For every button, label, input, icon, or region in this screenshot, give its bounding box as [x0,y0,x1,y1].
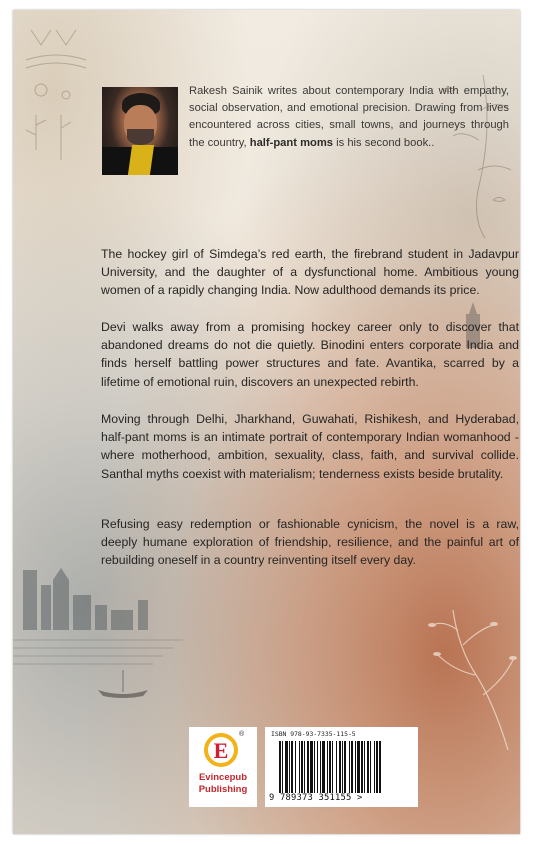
barcode-stripe [361,741,363,793]
barcode-stripe [349,741,350,793]
barcode-stripe [379,741,381,793]
publisher-logo-ring [204,733,238,767]
author-photo-collar [128,145,154,175]
barcode-stripe [285,741,288,793]
tribal-pattern-decoration [21,20,91,170]
publisher-name-line1: Evincepub [198,772,248,783]
isbn-label: ISBN 978-93-7335-115-5 [271,730,356,738]
barcode-stripe [367,741,369,793]
barcode-stripe [370,741,371,793]
barcode-stripe [301,741,303,793]
author-bio [189,83,509,152]
isbn-barcode [265,727,418,807]
barcode-stripe [299,741,300,793]
blurb-paragraph-4: Refusing easy redemption or fashionable cynicism, the novel is a raw, deeply humane exploration of friendship, resilience, and the painful art of rebuilding oneself in a country reinventing itself every day. [101,517,519,568]
publisher-logo-letter: E [213,738,229,763]
barcode-stripe [327,741,328,793]
barcode-stripe [282,741,283,793]
barcode-stripe [310,741,313,793]
barcode-stripe [336,741,337,793]
barcode-stripe [307,741,309,793]
blurb-paragraph-2: Devi walks away from a promising hockey career only to discover that abandoned dreams do not die quietly. Binodini enters corporate India and finds herself battling power structures and fate. Avantika, scarred by a lifetime of emotional ruin, discovers an unexpected rebirth. [101,320,519,389]
barcode-stripe [376,741,378,793]
barcode-stripe [355,741,356,793]
publisher-name-line2: Publishing [198,784,248,795]
registered-mark: ® [239,731,245,738]
author-bio-text: Rakesh Sainik writes about contemporary India with empathy, social observation, and emotional precision. Drawing from lives encountered across cities, small towns, and journeys through the country, [189,85,509,149]
barcode-stripe [291,741,293,793]
barcode-stripe [314,741,315,793]
barcode-stripe [342,741,343,793]
barcode-stripe [320,741,321,793]
barcode-stripe [322,741,325,793]
barcode-stripe [364,741,365,793]
barcode-bars [279,741,414,793]
barcode-stripe [329,741,331,793]
barcode-stripe [317,741,318,793]
barcode-digits: 9 789373 351155 > [269,793,363,803]
author-bio-book-title: half-pant moms [249,136,334,149]
barcode-stripe [374,741,375,793]
author-photo [102,87,178,175]
publisher-logo [189,727,257,807]
blurb-paragraph-1: The hockey girl of Simdega’s red earth, the firebrand student in Jadavpur University, and the daughter of a dysfunctional home. Ambitious young women of a rapidly changing India. Now adulthood demands its price. [101,247,519,298]
barcode-stripe [289,741,290,793]
barcode-stripe [357,741,360,793]
barcode-stripe [304,741,305,793]
barcode-stripe [344,741,346,793]
barcode-stripe [351,741,353,793]
back-cover [13,10,520,834]
branch-illustration [413,600,520,750]
city-river-illustration [13,550,213,730]
barcode-stripe [279,741,281,793]
barcode-stripe [332,741,333,793]
barcode-stripe [339,741,341,793]
author-photo-beard [127,129,154,145]
blurb-paragraph-3: Moving through Delhi, Jharkhand, Guwahati, Rishikesh, and Hyderabad, half-pant moms is an intimate portrait of contemporary Indian womanhood - where motherhood, ambition, sexuality, class, faith, and survival collide. Santhal myths coexist with materialism; tenderness exists beside brutality. [101,412,519,481]
author-bio-ending: is his second book.. [333,136,435,149]
barcode-stripe [295,741,296,793]
